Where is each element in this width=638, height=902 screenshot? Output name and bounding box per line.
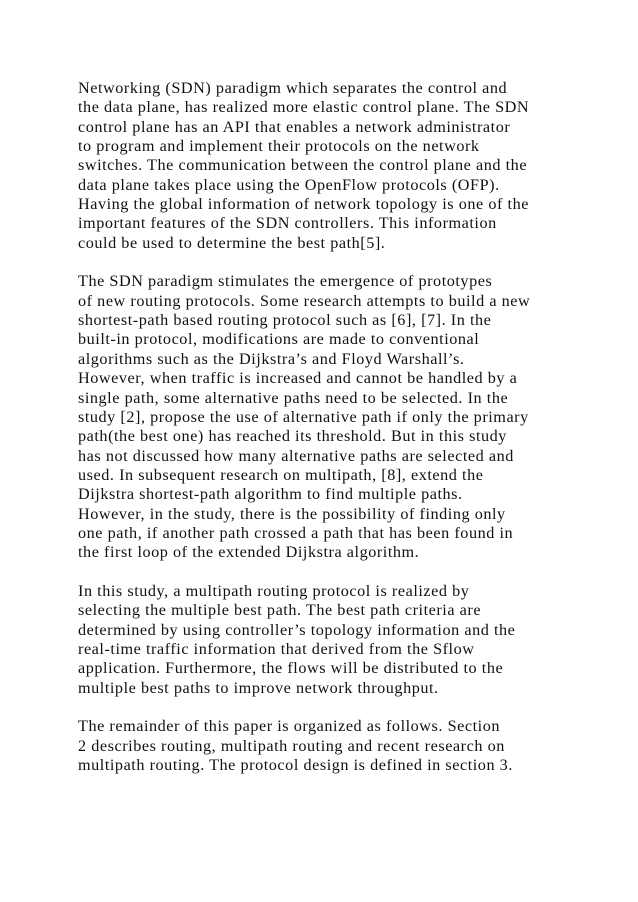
text-line: one path, if another path crossed a path that has been found in — [78, 523, 514, 542]
text-line: the first loop of the extended Dijkstra algorithm. — [78, 543, 420, 562]
text-line: real-time traffic information that derived from the Sflow — [78, 639, 475, 658]
paragraph — [78, 79, 618, 253]
text-line: The remainder of this paper is organized as follows. Section — [78, 717, 500, 736]
text-line: single path, some alternative paths need to be selected. In the — [78, 388, 509, 407]
text-line: 2 describes routing, multipath routing and recent research on — [78, 736, 505, 755]
paragraph — [78, 272, 618, 562]
text-line: data plane takes place using the OpenFlow protocols (OFP). — [78, 175, 500, 194]
text-line: However, in the study, there is the possibility of finding only — [78, 504, 506, 523]
text-line: control plane has an API that enables a network administrator — [78, 117, 511, 136]
text-line: However, when traffic is increased and cannot be handled by a — [78, 369, 518, 388]
text-line: to program and implement their protocols on the network — [78, 137, 480, 156]
text-line: Having the global information of network topology is one of the — [78, 195, 529, 214]
text-line: used. In subsequent research on multipath, [8], extend the — [78, 465, 484, 484]
text-line: Networking (SDN) paradigm which separates the control and — [78, 79, 508, 97]
text-line: multipath routing. The protocol design is defined in section 3. — [78, 756, 513, 775]
text-line: has not discussed how many alternative paths are selected and — [78, 446, 514, 465]
text-line: In this study, a multipath routing protocol is realized by — [78, 581, 470, 600]
text-line: algorithms such as the Dijkstra’s and Floyd Warshall’s. — [78, 349, 465, 368]
text-line: study [2], propose the use of alternative path if only the primary — [78, 407, 529, 426]
text-line: path(the best one) has reached its threshold. But in this study — [78, 427, 507, 446]
text-line: could be used to determine the best path[5]. — [78, 233, 386, 252]
text-line: determined by using controller’s topology information and the — [78, 620, 516, 639]
document-body — [78, 79, 618, 795]
text-line: built-in protocol, modifications are made to conventional — [78, 330, 480, 349]
paragraph — [78, 582, 618, 698]
text-line: important features of the SDN controllers. This information — [78, 214, 497, 233]
paragraph — [78, 717, 618, 775]
text-line: selecting the multiple best path. The best path criteria are — [78, 601, 482, 620]
text-line: switches. The communication between the control plane and the — [78, 156, 528, 175]
text-line: multiple best paths to improve network throughput. — [78, 678, 439, 697]
text-line: Dijkstra shortest-path algorithm to find multiple paths. — [78, 485, 463, 504]
text-line: shortest-path based routing protocol such as [6], [7]. In the — [78, 311, 492, 330]
text-line: of new routing protocols. Some research attempts to build a new — [78, 291, 531, 310]
text-line: the data plane, has realized more elastic control plane. The SDN — [78, 98, 530, 117]
text-line: application. Furthermore, the flows will be distributed to the — [78, 659, 504, 678]
text-line: The SDN paradigm stimulates the emergence of prototypes — [78, 272, 493, 291]
